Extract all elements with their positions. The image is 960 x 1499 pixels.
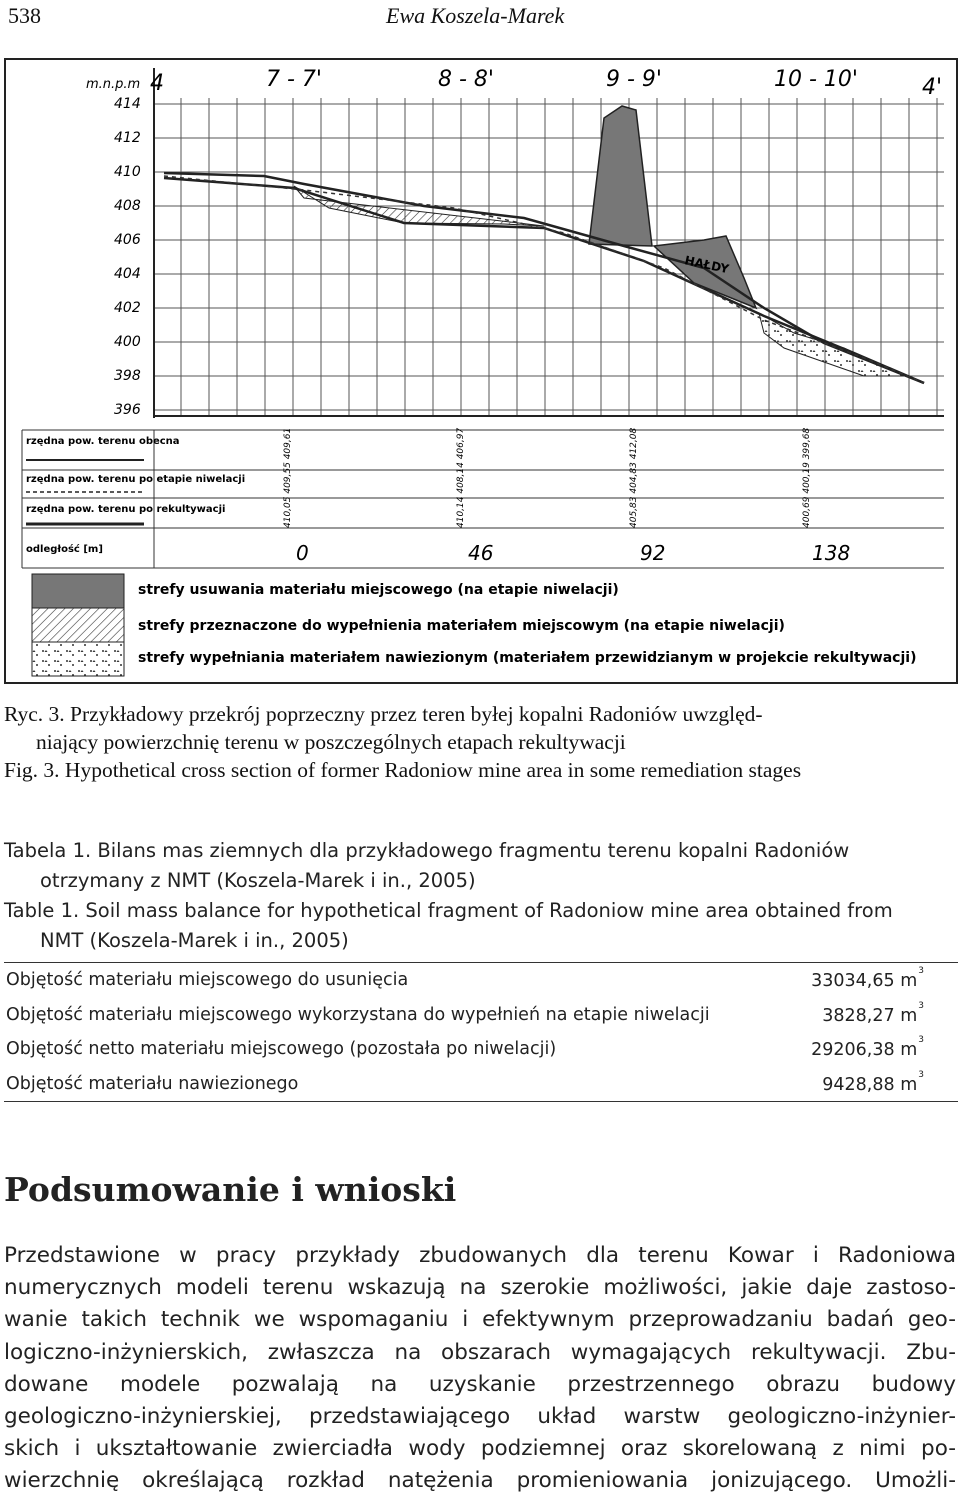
figure-caption-en: Fig. 3. Hypothetical cross section of former Radoniow mine area in some remediation stages [4, 758, 802, 782]
row-value: 9428,88 $m^3$ [822, 1069, 924, 1095]
legend-zone-fill-import: strefy wypełniania materiałem nawiezionym (materiałem przewidzianym w projekcie rekultywacji) [138, 650, 917, 666]
legend-row-current: rzędna pow. terenu obecna [26, 436, 180, 447]
body-line: Przedstawione w pracy przykłady zbudowanych dla terenu Kowar i Radoniowa [4, 1243, 956, 1268]
station-values: 410,05 409,55 409,61 [283, 427, 293, 528]
page-header [0, 0, 960, 34]
table-row [4, 963, 958, 998]
station-values: 410,14 408,14 406,97 [456, 427, 466, 528]
figure-caption-pl-2: niający powierzchnię terenu w poszczególnych etapach rekultywacji [36, 730, 626, 754]
table-caption [4, 836, 956, 956]
cross-section-figure [4, 58, 958, 684]
distance-label: 138 [812, 541, 851, 565]
y-tick-label: 402 [114, 300, 141, 316]
table-caption-en-2: NMT (Koszela-Marek i in., 2005) [40, 929, 349, 952]
legend-swatch-fill-import [32, 642, 124, 676]
legend-zone-fill-local: strefy przeznaczone do wypełnienia materiałem miejscowym (na etapie niwelacji) [138, 618, 785, 634]
section-label: 9 - 9' [606, 67, 662, 92]
figure-caption [4, 700, 956, 784]
body-paragraph [4, 1240, 956, 1498]
body-line: dowane modele pozwalają na uzyskanie przestrzennego obrazu budowy [4, 1371, 956, 1397]
y-tick-label: 404 [114, 266, 141, 282]
row-label: Objętość materiału miejscowego wykorzystana do wypełnień na etapie niwelacji [6, 1004, 710, 1025]
dump-label: HAŁDY [683, 253, 731, 277]
distance-label: 46 [468, 541, 494, 565]
y-tick-label: 414 [114, 96, 141, 112]
legend-row-reclaimed: rzędna pow. terenu po rekultywacji [26, 504, 226, 515]
table-caption-en-1: Table 1. Soil mass balance for hypothetical fragment of Radoniow mine area obtained from [4, 899, 893, 922]
table-caption-pl-1: Tabela 1. Bilans mas ziemnych dla przykładowego fragmentu terenu kopalni Radoniów [4, 839, 850, 862]
section-label: 8 - 8' [438, 67, 494, 92]
section-label: 7 - 7' [266, 67, 322, 92]
row-value: 33034,65 $m^3$ [811, 966, 924, 991]
body-line: logiczno-inżynierskich, zwłaszcza na obszarach wymagających rekultywacji. Zbu- [4, 1339, 956, 1365]
y-tick-label: 398 [114, 368, 141, 384]
figure-caption-pl-1: Ryc. 3. Przykładowy przekrój poprzeczny przez teren byłej kopalni Radoniów uwzględ- [4, 702, 763, 726]
running-head-author: Ewa Koszela-Marek [386, 3, 565, 28]
row-label: Objętość materiału miejscowego do usunięcia [6, 970, 409, 991]
row-value: 3828,27 $m^3$ [822, 1000, 924, 1026]
legend-row-leveled: rzędna pow. terenu po etapie niwelacji [26, 474, 246, 485]
y-tick-label: 412 [114, 130, 141, 146]
legend-zone-removal: strefy usuwania materiału miejscowego (na etapie niwelacji) [138, 582, 619, 598]
body-line: wierzchnię określającą rozkład natężenia promieniowania jonizującego. Umożli- [4, 1468, 956, 1494]
table-caption-pl-2: otrzymany z NMT (Koszela-Marek i in., 2005) [40, 869, 476, 892]
body-line: geologiczno-inżynierskiej, przedstawiającego układ warstw geologiczno-inżynier- [4, 1404, 956, 1430]
y-tick-label: 410 [114, 164, 141, 180]
section-label: 10 - 10' [774, 67, 858, 92]
body-line: wanie takich technik we wspomaganiu i efektywnym przeprowadzaniu badań geo- [4, 1307, 956, 1333]
section-label: 4' [922, 75, 943, 100]
legend-row-distance: odległość [m] [26, 544, 103, 555]
body-line: skich i ukształtowanie zwierciadła wody podziemnej oraz skorelowaną z nimi po- [4, 1436, 956, 1462]
y-axis-unit: m.n.p.m [86, 77, 141, 92]
distance-label: 92 [640, 541, 666, 565]
y-tick-label: 406 [114, 232, 141, 248]
y-tick-label: 408 [114, 198, 141, 214]
soil-balance-table [4, 962, 958, 1102]
row-label: Objętość materiału nawiezionego [6, 1073, 299, 1094]
page-number: 538 [8, 3, 41, 28]
station-values: 400,69 400,19 399,68 [802, 427, 812, 528]
row-label: Objętość netto materiału miejscowego (pozostała po niwelacji) [6, 1039, 557, 1060]
station-values: 405,83 404,83 412,08 [629, 427, 639, 528]
legend-swatch-fill-local [32, 608, 124, 642]
section-title: Podsumowanie i wnioski [4, 1170, 457, 1209]
legend-swatch-removal [32, 574, 124, 608]
table-row [4, 998, 958, 1033]
row-value: 29206,38 $m^3$ [811, 1035, 924, 1060]
body-line: numerycznych modeli terenu wskazują na szerokie możliwości, jakie daje zastoso- [4, 1275, 956, 1301]
y-tick-label: 396 [114, 402, 141, 418]
distance-label: 0 [296, 541, 309, 565]
section-label: 4 [150, 71, 164, 96]
table-row [4, 1067, 958, 1102]
y-tick-label: 400 [114, 334, 141, 350]
table-row [4, 1032, 958, 1067]
